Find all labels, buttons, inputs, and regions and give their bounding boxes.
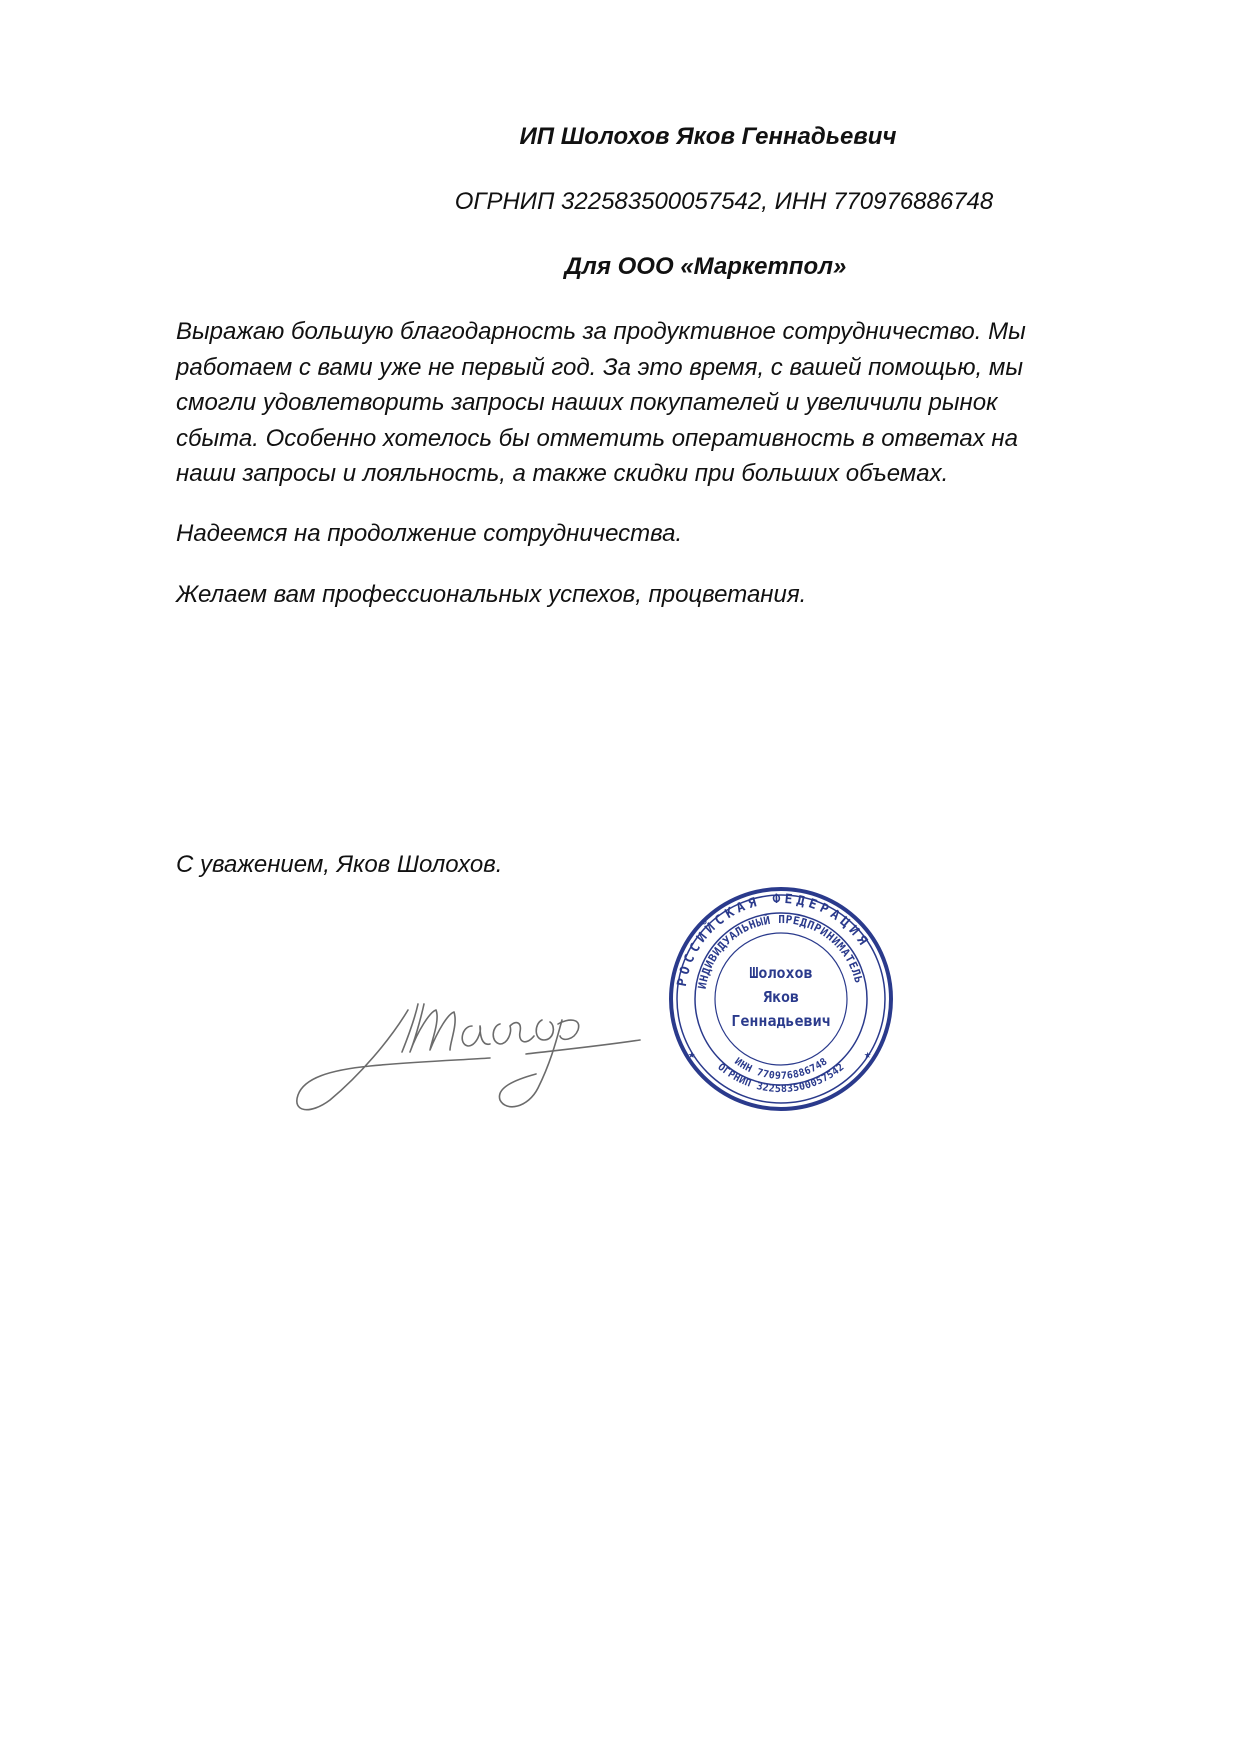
closing-line-1: Надеемся на продолжение сотрудничества. (176, 520, 683, 547)
seal-star-icon: ★ (864, 1047, 872, 1061)
body-line: Выражаю большую благодарность за продуктивное сотрудничество. Мы (176, 318, 1026, 345)
sender-name: ИП Шолохов Яков Геннадьевич (519, 123, 897, 150)
body-line: смогли удовлетворить запросы наших покупателей и увеличили рынок (176, 389, 998, 416)
seal-center-name: Яков (762, 988, 800, 1006)
body-line: сбыта. Особенно хотелось бы отметить оперативность в ответах на (176, 424, 1018, 452)
body-line: наши запросы и лояльность, а также скидки при больших объемах. (176, 460, 949, 487)
seal-ogrnip-text: ОГРНИП 322583500057542 (715, 1061, 847, 1096)
body-line: работаем с вами уже не первый год. За это время, с вашей помощью, мы (176, 353, 1023, 381)
seal-center-patronymic: Геннадьевич (731, 1012, 831, 1030)
seal-outer-text: РОССИЙСКАЯ ФЕДЕРАЦИЯ (674, 891, 873, 988)
handwritten-signature (290, 990, 660, 1120)
recipient-line: Для ООО «Маркетпол» (564, 253, 847, 280)
seal-star-icon: ★ (688, 1047, 696, 1061)
seal-center-surname: Шолохов (749, 964, 813, 982)
letter-body (176, 314, 1116, 492)
seal-inn-text: ИНН 770976886748 (732, 1056, 830, 1082)
closing-line-2: Желаем вам профессиональных успехов, процветания. (176, 581, 807, 608)
seal-inner-text: ИНДИВИДУАЛЬНЫЙ ПРЕДПРИНИМАТЕЛЬ (695, 912, 866, 990)
signoff-line: С уважением, Яков Шолохов. (176, 851, 503, 878)
official-seal (668, 886, 894, 1112)
sender-registration: ОГРНИП 322583500057542, ИНН 770976886748 (454, 188, 994, 215)
